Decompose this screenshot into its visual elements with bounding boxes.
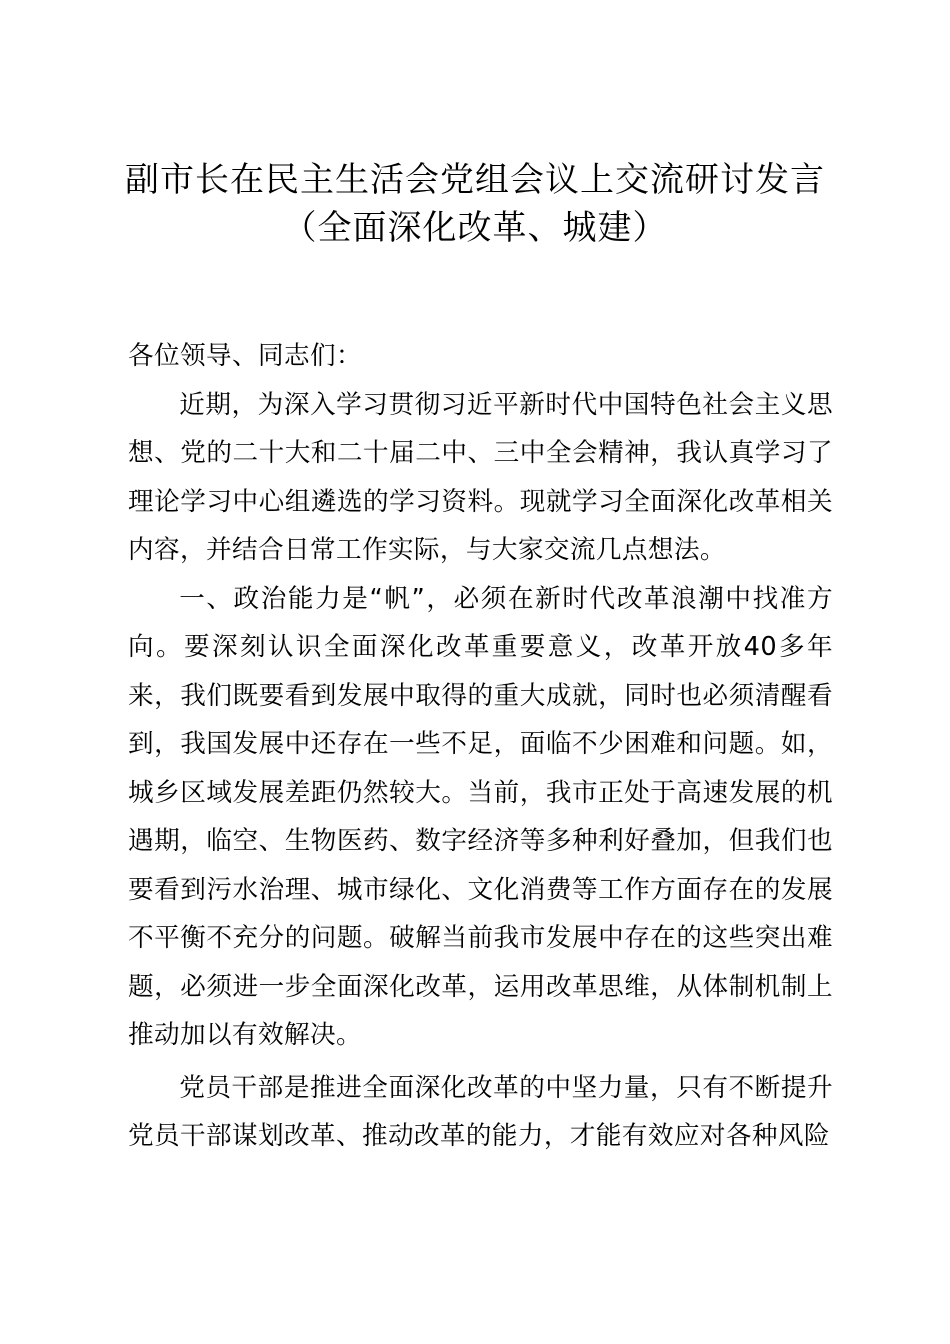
document-title: 副市长在民主生活会党组会议上交流研讨发言 (125, 160, 825, 200)
paragraph-intro: 近期，为深入学习贯彻习近平新时代中国特色社会主义思想、党的二十大和二十届二中、三中全会精神，我认真学习了理论学习中心组遴选的学习资料。现就学习全面深化改革相关内容，并结合日常工作实际，与大家交流几点想法。 (128, 389, 833, 565)
document-body (128, 332, 833, 1161)
paragraph-section-1-continued: 党员干部是推进全面深化改革的中坚力量，只有不断提升党员干部谋划改革、推动改革的能力，才能有效应对各种风险 (128, 1072, 833, 1151)
paragraph-section-1: 一、政治能力是“帆”，必须在新时代改革浪潮中找准方向。要深刻认识全面深化改革重要意义，改革开放40多年来，我们既要看到发展中取得的重大成就，同时也必须清醒看到，我国发展中还存在一些不足，面临不少困难和问题。如，城乡区域发展差距仍然较大。当前，我市正处于高速发展的机遇期，临空、生物医药、数字经济等多种利好叠加，但我们也要看到污水治理、城市绿化、文化消费等工作方面存在的发展不平衡不充分的问题。破解当前我市发展中存在的这些突出难题，必须进一步全面深化改革，运用改革思维，从体制机制上推动加以有效解决。 (128, 583, 833, 1050)
document-subtitle: （全面深化改革、城建） (282, 208, 668, 248)
salutation: 各位领导、同志们： (128, 341, 362, 371)
